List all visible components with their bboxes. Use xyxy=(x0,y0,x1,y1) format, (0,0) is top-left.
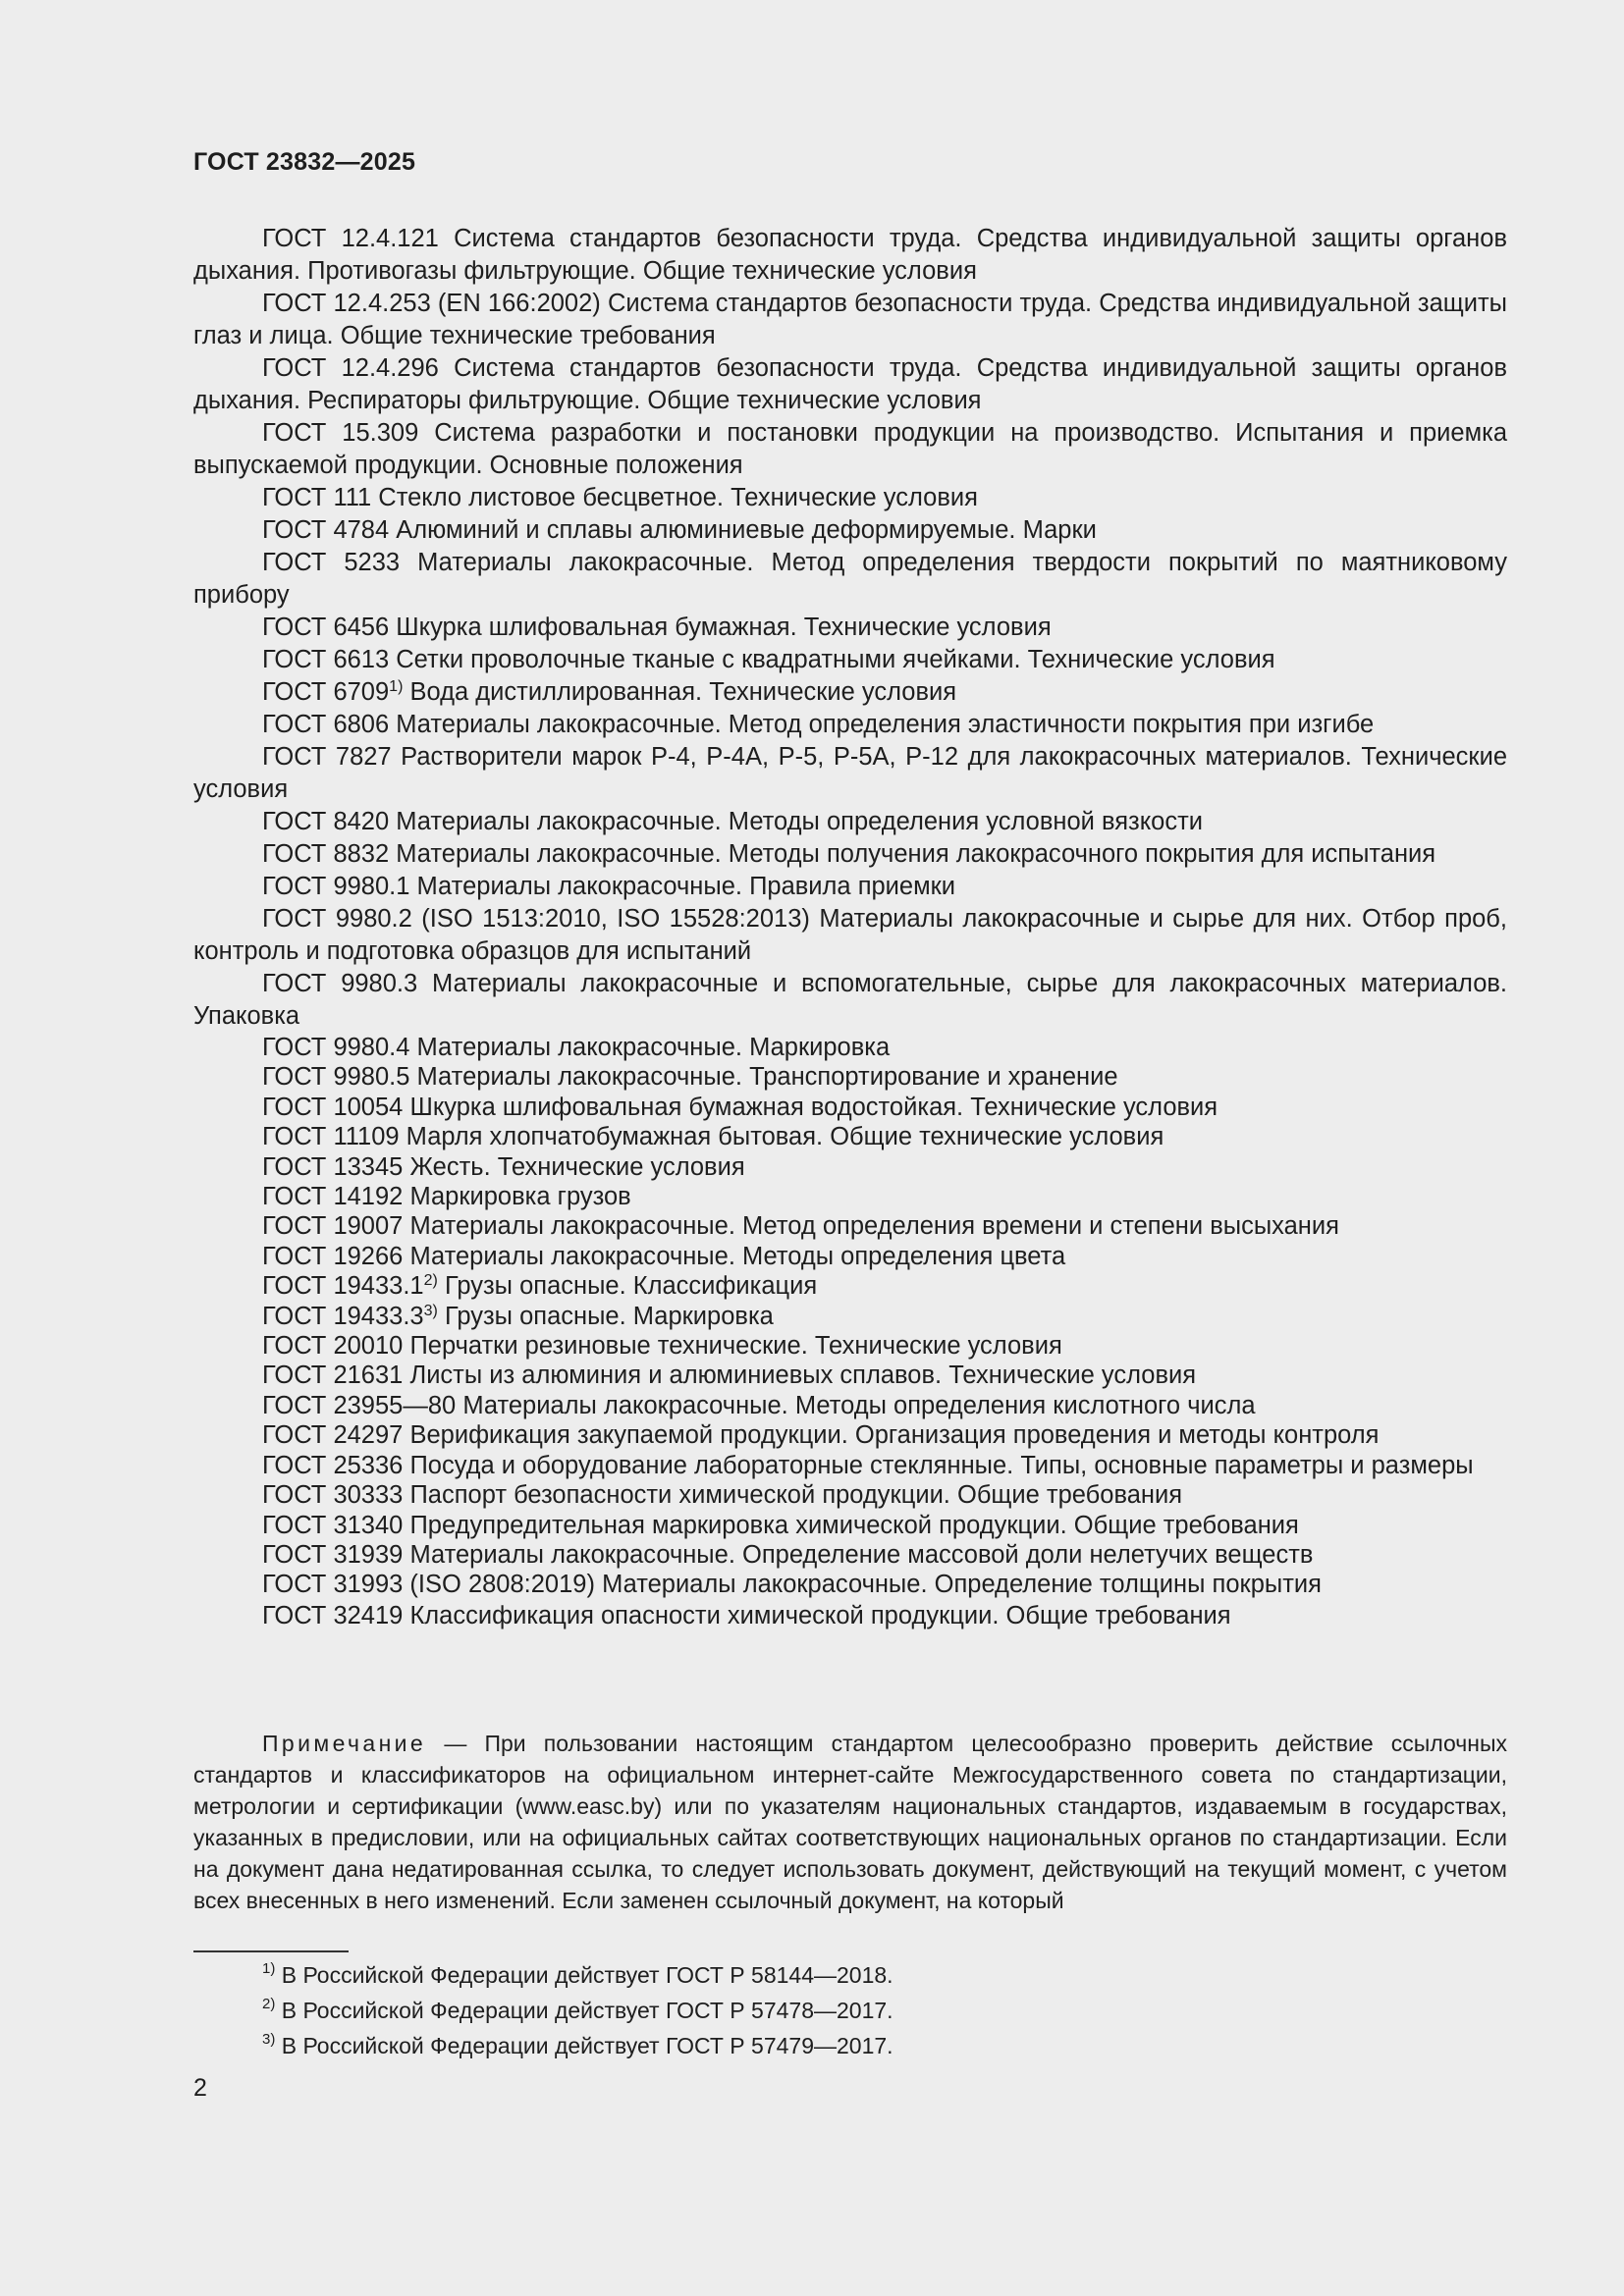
reference-title: Сетки проволочные тканые с квадратными ячейками. Технические условия xyxy=(396,646,1275,673)
reference-title: Паспорт безопасности химической продукции. Общие требования xyxy=(409,1481,1183,1510)
reference-title: Верификация закупаемой продукции. Организация проведения и методы контроля xyxy=(409,1421,1380,1450)
reference-item xyxy=(193,806,1507,838)
footnote-mark: 2) xyxy=(262,1996,276,2012)
reference-code: ГОСТ 31939 xyxy=(262,1540,404,1569)
reference-item xyxy=(193,1242,1507,1271)
reference-code: ГОСТ 30333 xyxy=(262,1481,404,1510)
footnote xyxy=(262,2028,893,2063)
reference-code: ГОСТ 6456 xyxy=(262,614,390,641)
reference-code: ГОСТ 12.4.296 xyxy=(262,354,439,382)
reference-title: Материалы лакокрасочные. Определение толщины покрытия xyxy=(602,1571,1322,1599)
reference-code: ГОСТ 32419 xyxy=(262,1601,404,1629)
reference-item xyxy=(193,903,1507,968)
reference-code: ГОСТ 11109 xyxy=(262,1123,400,1151)
footnotes xyxy=(262,1957,893,2063)
reference-title: Система стандартов безопасности труда. Средства индивидуальной защиты органов дыхания. Респираторы фильтрующие. Общие технические условия xyxy=(193,354,1507,414)
reference-code: ГОСТ 4784 xyxy=(262,516,390,544)
reference-title: Материалы лакокрасочные. Метод определения времени и степени высыхания xyxy=(409,1212,1339,1241)
reference-code: ГОСТ 14192 xyxy=(262,1183,404,1211)
reference-code: ГОСТ 25336 xyxy=(262,1451,404,1479)
reference-code: ГОСТ 9980.3 xyxy=(262,970,418,997)
reference-item xyxy=(193,871,1507,903)
reference-item xyxy=(193,1570,1507,1599)
footnote-marker: 3) xyxy=(423,1302,438,1319)
reference-code: ГОСТ 23955—80 xyxy=(262,1391,457,1419)
reference-item xyxy=(193,1093,1507,1122)
reference-item xyxy=(193,1361,1507,1390)
reference-title: Маркировка грузов xyxy=(409,1183,631,1211)
reference-item xyxy=(193,1152,1507,1182)
reference-title: Листы из алюминия и алюминиевых сплавов. Технические условия xyxy=(409,1362,1197,1390)
reference-title: Материалы лакокрасочные. Транспортирование и хранение xyxy=(416,1063,1118,1092)
reference-item xyxy=(193,1540,1507,1570)
reference-item xyxy=(193,514,1507,547)
reference-item xyxy=(193,1451,1507,1480)
reference-item xyxy=(193,968,1507,1033)
page-number: 2 xyxy=(193,2074,207,2102)
reference-title: Жесть. Технические условия xyxy=(409,1152,745,1181)
reference-title: Материалы лакокрасочные. Маркировка xyxy=(416,1034,891,1061)
reference-item xyxy=(193,288,1507,352)
note-label: Примечание xyxy=(262,1731,427,1756)
footnote-marker: 2) xyxy=(423,1272,438,1290)
reference-item xyxy=(193,1271,1507,1301)
reference-code: ГОСТ 7827 xyxy=(262,743,392,771)
reference-title: Шкурка шлифовальная бумажная водостойкая. Технические условия xyxy=(409,1093,1218,1121)
reference-code: ГОСТ 19007 xyxy=(262,1212,404,1241)
footnote-mark: 3) xyxy=(262,2031,276,2048)
reference-code: ГОСТ 13345 xyxy=(262,1152,404,1181)
reference-item xyxy=(193,612,1507,644)
reference-code: ГОСТ 15.309 xyxy=(262,419,419,447)
reference-item xyxy=(193,1480,1507,1510)
reference-item xyxy=(193,1033,1507,1062)
reference-code: ГОСТ 9980.1 xyxy=(262,873,410,900)
reference-code: ГОСТ 111 xyxy=(262,484,372,511)
reference-code: ГОСТ 9980.5 xyxy=(262,1063,410,1092)
reference-code: ГОСТ 21631 xyxy=(262,1362,404,1390)
reference-title: Материалы лакокрасочные и вспомогательные, сырье для лакокрасочных материалов. Упаковка xyxy=(193,970,1508,1030)
reference-code: ГОСТ 9980.2 (ISO 1513:2010, ISO 15528:2013) xyxy=(262,905,810,933)
reference-title: Грузы опасные. Классификация xyxy=(444,1272,818,1301)
reference-title: Перчатки резиновые технические. Технические условия xyxy=(409,1332,1062,1361)
reference-title: Материалы лакокрасочные. Методы определения условной вязкости xyxy=(396,808,1204,835)
reference-item xyxy=(193,547,1507,612)
reference-title: Система стандартов безопасности труда. Средства индивидуальной защиты глаз и лица. Общие технические требования xyxy=(193,290,1507,349)
normative-references-list xyxy=(193,223,1507,1632)
reference-code: ГОСТ 31993 (ISO 2808:2019) xyxy=(262,1571,595,1599)
reference-item xyxy=(193,1331,1507,1361)
note-text: — При пользовании настоящим стандартом целесообразно проверить действие ссылочных стандартов и классификаторов на официальном интернет-сайте Межгосударственного совета по стандартизации, метрологии и сертификации (www.easc.by) или по указателям национальных стандартов, издаваемым в государствах, указанных в предисловии, или на официальных сайтах соответствующих национальных органов по стандартизации. Если на документ дана недатированная ссылка, то следует использовать документ, действующий на текущий момент, с учетом всех внесенных в него изменений. Если заменен ссылочный документ, на который xyxy=(193,1731,1508,1913)
reference-item xyxy=(193,1391,1507,1420)
reference-item xyxy=(193,1511,1507,1540)
footnote-text: В Российской Федерации действует ГОСТ Р 57478—2017. xyxy=(281,1998,893,2023)
footnote xyxy=(262,1957,893,1993)
reference-title: Посуда и оборудование лабораторные стеклянные. Типы, основные параметры и размеры xyxy=(409,1451,1474,1479)
reference-title: Материалы лакокрасочные и сырье для них. Отбор проб, контроль и подготовка образцов для испытаний xyxy=(193,905,1507,965)
reference-item xyxy=(193,709,1507,741)
reference-code: ГОСТ 19433.3 xyxy=(262,1302,424,1330)
reference-item xyxy=(193,1122,1507,1151)
reference-title: Материалы лакокрасочные. Методы определения кислотного числа xyxy=(462,1391,1256,1419)
reference-item xyxy=(193,417,1507,482)
reference-code: ГОСТ 10054 xyxy=(262,1093,404,1121)
reference-title: Стекло листовое бесцветное. Технические условия xyxy=(378,484,978,511)
reference-title: Материалы лакокрасочные. Определение массовой доли нелетучих веществ xyxy=(409,1540,1314,1569)
reference-title: Растворители марок Р-4, Р-4А, Р-5, Р-5А, Р-12 для лакокрасочных материалов. Технические условия xyxy=(193,743,1508,803)
reference-title: Предупредительная маркировка химической продукции. Общие требования xyxy=(409,1511,1299,1539)
reference-code: ГОСТ 24297 xyxy=(262,1421,404,1450)
reference-item xyxy=(193,741,1507,806)
reference-title: Материалы лакокрасочные. Методы определения цвета xyxy=(409,1242,1066,1270)
reference-item xyxy=(193,676,1507,709)
reference-item xyxy=(193,1302,1507,1331)
reference-item xyxy=(193,1182,1507,1211)
reference-item xyxy=(193,1062,1507,1092)
footnote-mark: 1) xyxy=(262,1960,276,1977)
reference-item xyxy=(193,223,1507,288)
footnote-marker: 1) xyxy=(389,678,404,695)
reference-item xyxy=(193,1600,1507,1632)
reference-code: ГОСТ 8420 xyxy=(262,808,390,835)
reference-title: Материалы лакокрасочные. Метод определения твердости покрытий по маятниковому прибору xyxy=(193,549,1507,609)
reference-item xyxy=(193,838,1507,871)
reference-code: ГОСТ 6613 xyxy=(262,646,390,673)
reference-code: ГОСТ 5233 xyxy=(262,549,401,576)
reference-code: ГОСТ 12.4.253 (EN 166:2002) xyxy=(262,290,601,317)
reference-code: ГОСТ 8832 xyxy=(262,840,390,868)
reference-item xyxy=(193,482,1507,514)
reference-title: Система разработки и постановки продукции на производство. Испытания и приемка выпускаемой продукции. Основные положения xyxy=(193,419,1507,479)
reference-item xyxy=(193,352,1507,417)
reference-code: ГОСТ 20010 xyxy=(262,1332,404,1361)
note-paragraph xyxy=(193,1728,1507,1916)
reference-item xyxy=(193,644,1507,676)
reference-title: Классификация опасности химической продукции. Общие требования xyxy=(409,1601,1231,1629)
reference-title: Вода дистиллированная. Технические условия xyxy=(409,678,957,706)
footnote-text: В Российской Федерации действует ГОСТ Р 57479—2017. xyxy=(281,2033,893,2058)
reference-title: Марля хлопчатобумажная бытовая. Общие технические условия xyxy=(406,1123,1164,1151)
reference-code: ГОСТ 9980.4 xyxy=(262,1034,410,1061)
footnote xyxy=(262,1993,893,2028)
reference-code: ГОСТ 12.4.121 xyxy=(262,225,439,252)
reference-title: Материалы лакокрасочные. Метод определения эластичности покрытия при изгибе xyxy=(396,711,1375,738)
reference-item xyxy=(193,1420,1507,1450)
reference-code: ГОСТ 6806 xyxy=(262,711,390,738)
reference-title: Материалы лакокрасочные. Методы получения лакокрасочного покрытия для испытания xyxy=(396,840,1436,868)
reference-title: Шкурка шлифовальная бумажная. Технические условия xyxy=(396,614,1052,641)
footnote-text: В Российской Федерации действует ГОСТ Р 58144—2018. xyxy=(281,1962,893,1988)
reference-title: Грузы опасные. Маркировка xyxy=(444,1302,774,1330)
reference-code: ГОСТ 6709 xyxy=(262,678,390,706)
reference-code: ГОСТ 19266 xyxy=(262,1242,404,1270)
reference-title: Система стандартов безопасности труда. Средства индивидуальной защиты органов дыхания. Противогазы фильтрующие. Общие технические условия xyxy=(193,225,1507,285)
document-header: ГОСТ 23832—2025 xyxy=(193,148,416,176)
reference-title: Материалы лакокрасочные. Правила приемки xyxy=(416,873,956,900)
reference-code: ГОСТ 19433.1 xyxy=(262,1272,424,1301)
reference-title: Алюминий и сплавы алюминиевые деформируемые. Марки xyxy=(396,516,1097,544)
footnote-divider xyxy=(193,1950,349,1952)
reference-item xyxy=(193,1211,1507,1241)
reference-code: ГОСТ 31340 xyxy=(262,1511,404,1539)
